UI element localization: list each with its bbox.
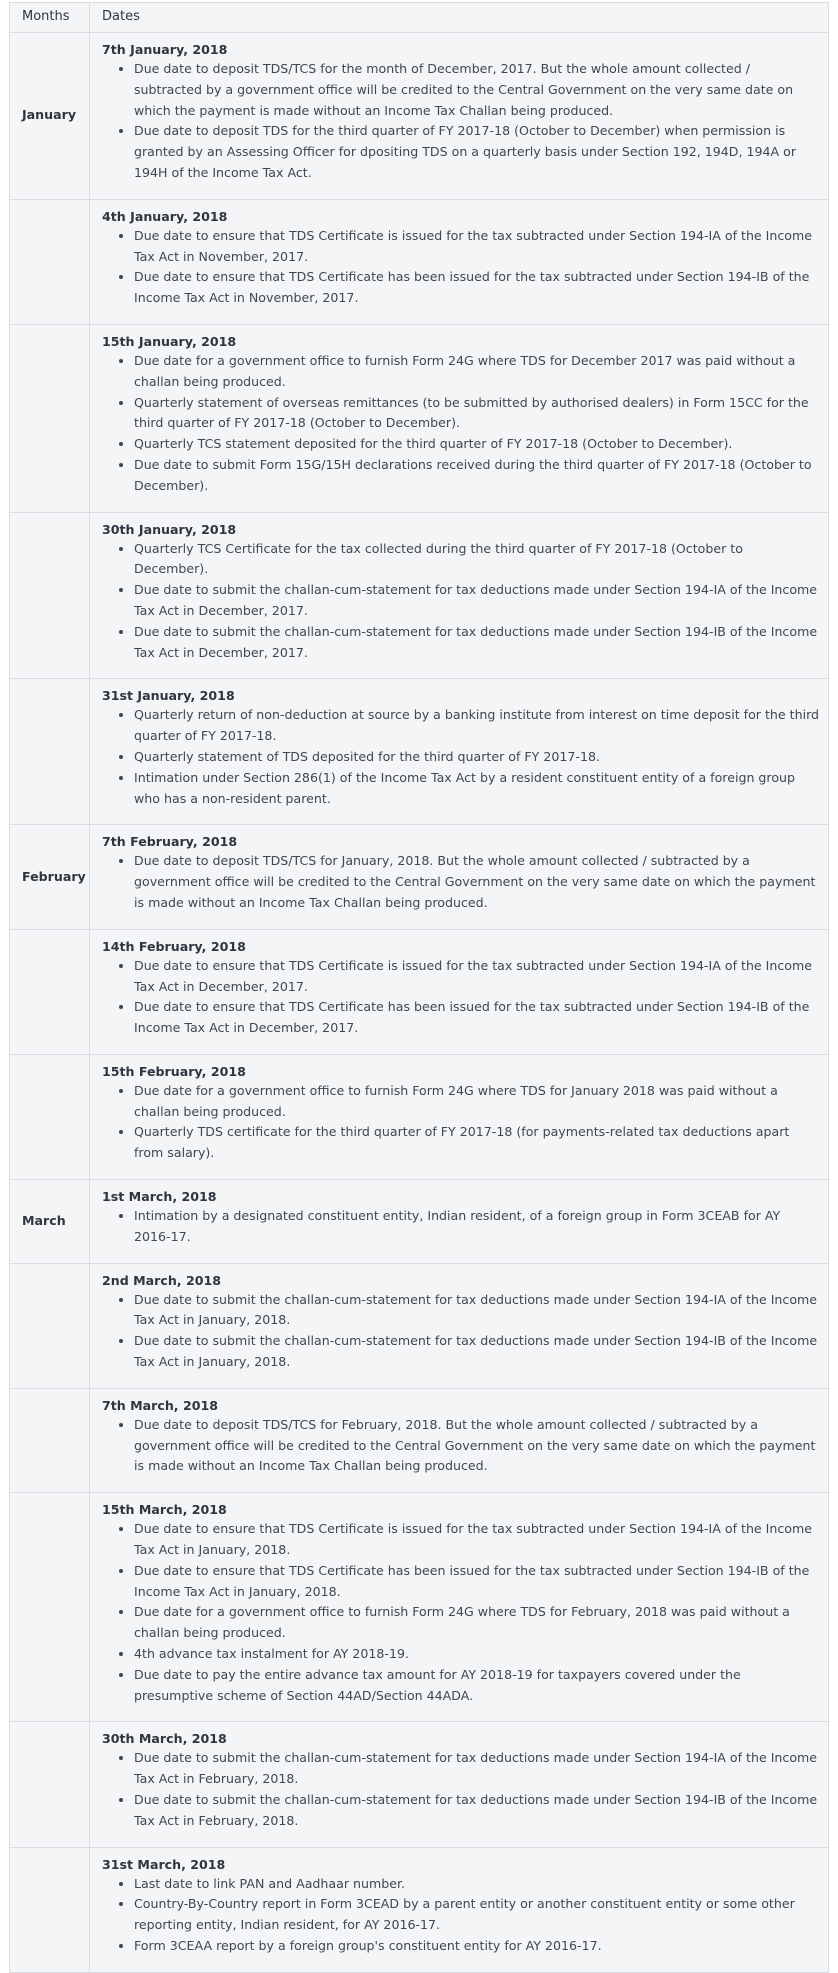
month-cell (10, 1722, 90, 1847)
due-item-list (102, 1081, 820, 1164)
list-item: • Due date to ensure that TDS Certificate has been issued for the tax subtracted under Section 194-IB of the Income Tax Act in November, 2017. (134, 267, 820, 309)
tax-calendar-table (9, 2, 829, 1973)
table-row (10, 324, 829, 512)
table-row (10, 1388, 829, 1492)
due-item-list (102, 59, 820, 184)
table-body (10, 33, 829, 1973)
month-cell (10, 1263, 90, 1388)
list-item: • Quarterly TDS certificate for the third quarter of FY 2017-18 (for payments-related tax deductions apart from salary). (134, 1122, 820, 1164)
list-item: • Country-By-Country report in Form 3CEAD by a parent entity or another constituent entity or some other reporting entity, Indian resident, for AY 2016-17. (134, 1894, 820, 1936)
list-item: • Last date to link PAN and Aadhaar number. (134, 1874, 820, 1895)
due-item-list (102, 1415, 820, 1477)
dates-cell (90, 679, 829, 825)
list-item: • Due date to deposit TDS/TCS for January, 2018. But the whole amount collected / subtracted by a government office will be credited to the Central Government on the very same date on which the payment is made without an Income Tax Challan being produced. (134, 851, 820, 913)
list-item: • Due date to submit the challan-cum-statement for tax deductions made under Section 194-IB of the Income Tax Act in February, 2018. (134, 1790, 820, 1832)
list-item: • Due date to submit the challan-cum-statement for tax deductions made under Section 194-IA of the Income Tax Act in February, 2018. (134, 1748, 820, 1790)
due-item-list (102, 851, 820, 913)
dates-cell (90, 324, 829, 512)
dates-cell (90, 1263, 829, 1388)
list-item: • Intimation by a designated constituent entity, Indian resident, of a foreign group in Form 3CEAB for AY 2016-17. (134, 1206, 820, 1248)
table-row (10, 825, 829, 929)
due-item-list (102, 1519, 820, 1706)
table-row (10, 1180, 829, 1264)
month-cell: March (10, 1180, 90, 1264)
due-item-list (102, 226, 820, 309)
dates-cell (90, 33, 829, 200)
months-column-header: Months (10, 3, 90, 33)
list-item: • Due date to submit the challan-cum-statement for tax deductions made under Section 194-IB of the Income Tax Act in January, 2018. (134, 1331, 820, 1373)
due-item-list (102, 1206, 820, 1248)
list-item: • Due date for a government office to furnish Form 24G where TDS for December 2017 was paid without a challan being produced. (134, 351, 820, 393)
list-item: • Due date to submit the challan-cum-statement for tax deductions made under Section 194-IB of the Income Tax Act in December, 2017. (134, 622, 820, 664)
due-date-heading: 31st March, 2018 (102, 1856, 226, 1872)
due-date-heading: 31st January, 2018 (102, 688, 235, 704)
due-date-heading: 2nd March, 2018 (102, 1272, 222, 1288)
list-item: • Due date to submit the challan-cum-statement for tax deductions made under Section 194-IA of the Income Tax Act in January, 2018. (134, 1290, 820, 1332)
dates-cell (90, 1493, 829, 1722)
dates-cell (90, 1180, 829, 1264)
list-item: • Quarterly statement of TDS deposited for the third quarter of FY 2017-18. (134, 747, 820, 768)
due-item-list (102, 351, 820, 497)
list-item: • Due date to deposit TDS/TCS for the month of December, 2017. But the whole amount collected / subtracted by a government office will be credited to the Central Government on the very same date on which the payment is made without an Income Tax Challan being produced. (134, 59, 820, 121)
due-item-list (102, 956, 820, 1039)
due-date-heading: 15th January, 2018 (102, 333, 237, 349)
month-cell (10, 1054, 90, 1179)
month-cell: February (10, 825, 90, 929)
list-item: • Form 3CEAA report by a foreign group's constituent entity for AY 2016-17. (134, 1936, 820, 1957)
due-date-heading: 7th February, 2018 (102, 834, 238, 850)
due-date-heading: 4th January, 2018 (102, 208, 228, 224)
dates-cell (90, 1722, 829, 1847)
list-item: • Quarterly TCS statement deposited for the third quarter of FY 2017-18 (October to December). (134, 434, 820, 455)
dates-cell (90, 199, 829, 324)
list-item: • Due date to submit the challan-cum-statement for tax deductions made under Section 194-IA of the Income Tax Act in December, 2017. (134, 580, 820, 622)
table-row (10, 33, 829, 200)
due-date-heading: 7th January, 2018 (102, 42, 228, 57)
list-item: • Intimation under Section 286(1) of the Income Tax Act by a resident constituent entity of a foreign group who has a non-resident parent. (134, 768, 820, 810)
list-item: • Due date to ensure that TDS Certificate is issued for the tax subtracted under Section 194-IA of the Income Tax Act in December, 2017. (134, 956, 820, 998)
list-item: • Due date to pay the entire advance tax amount for AY 2018-19 for taxpayers covered under the presumptive scheme of Section 44AD/Section 44ADA. (134, 1665, 820, 1707)
due-item-list (102, 1874, 820, 1957)
list-item: • Quarterly statement of overseas remittances (to be submitted by authorised dealers) in Form 15CC for the third quarter of FY 2017-18 (October to December). (134, 393, 820, 435)
month-cell (10, 1847, 90, 1972)
month-cell (10, 512, 90, 679)
list-item: • Due date to ensure that TDS Certificate is issued for the tax subtracted under Section 194-IA of the Income Tax Act in January, 2018. (134, 1519, 820, 1561)
table-row (10, 512, 829, 679)
due-date-heading: 7th March, 2018 (102, 1397, 219, 1413)
table-row (10, 1054, 829, 1179)
table-row (10, 1263, 829, 1388)
due-date-heading: 14th February, 2018 (102, 938, 246, 954)
dates-cell (90, 1388, 829, 1492)
month-cell: January (10, 33, 90, 200)
list-item: • Due date for a government office to furnish Form 24G where TDS for January 2018 was paid without a challan being produced. (134, 1081, 820, 1123)
dates-cell (90, 1847, 829, 1972)
list-item: • 4th advance tax instalment for AY 2018-19. (134, 1644, 820, 1665)
due-date-heading: 30th March, 2018 (102, 1731, 227, 1747)
month-cell (10, 1388, 90, 1492)
table-row (10, 679, 829, 825)
month-cell (10, 929, 90, 1054)
list-item: • Due date to ensure that TDS Certificate is issued for the tax subtracted under Section 194-IA of the Income Tax Act in November, 2017. (134, 226, 820, 268)
due-item-list (102, 539, 820, 664)
list-item: • Quarterly return of non-deduction at source by a banking institute from interest on time deposit for the third quarter of FY 2017-18. (134, 705, 820, 747)
table-row (10, 929, 829, 1054)
list-item: • Quarterly TCS Certificate for the tax collected during the third quarter of FY 2017-18 (October to December). (134, 539, 820, 581)
dates-cell (90, 929, 829, 1054)
due-date-heading: 1st March, 2018 (102, 1189, 217, 1205)
due-item-list (102, 705, 820, 809)
dates-cell (90, 825, 829, 929)
list-item: • Due date to deposit TDS for the third quarter of FY 2017-18 (October to December) when permission is granted by an Assessing Officer for dpositing TDS on a quarterly basis under Section 192, 194D, 194A or 194H of the Income Tax Act. (134, 121, 820, 183)
table-row (10, 1493, 829, 1722)
due-date-heading: 30th January, 2018 (102, 521, 237, 537)
dates-column-header: Dates (90, 3, 829, 33)
due-date-heading: 15th March, 2018 (102, 1502, 227, 1518)
due-item-list (102, 1748, 820, 1831)
dates-cell (90, 512, 829, 679)
month-cell (10, 1493, 90, 1722)
list-item: • Due date for a government office to furnish Form 24G where TDS for February, 2018 was paid without a challan being produced. (134, 1602, 820, 1644)
due-date-heading: 15th February, 2018 (102, 1063, 246, 1079)
due-item-list (102, 1290, 820, 1373)
header-row (10, 3, 829, 33)
table-row (10, 1847, 829, 1972)
month-cell (10, 199, 90, 324)
list-item: • Due date to deposit TDS/TCS for February, 2018. But the whole amount collected / subtracted by a government office will be credited to the Central Government on the very same date on which the payment is made without an Income Tax Challan being produced. (134, 1415, 820, 1477)
table-row (10, 1722, 829, 1847)
month-cell (10, 324, 90, 512)
list-item: • Due date to ensure that TDS Certificate has been issued for the tax subtracted under Section 194-IB of the Income Tax Act in December, 2017. (134, 997, 820, 1039)
month-cell (10, 679, 90, 825)
list-item: • Due date to ensure that TDS Certificate has been issued for the tax subtracted under Section 194-IB of the Income Tax Act in January, 2018. (134, 1561, 820, 1603)
table-row (10, 199, 829, 324)
dates-cell (90, 1054, 829, 1179)
list-item: • Due date to submit Form 15G/15H declarations received during the third quarter of FY 2017-18 (October to December). (134, 455, 820, 497)
